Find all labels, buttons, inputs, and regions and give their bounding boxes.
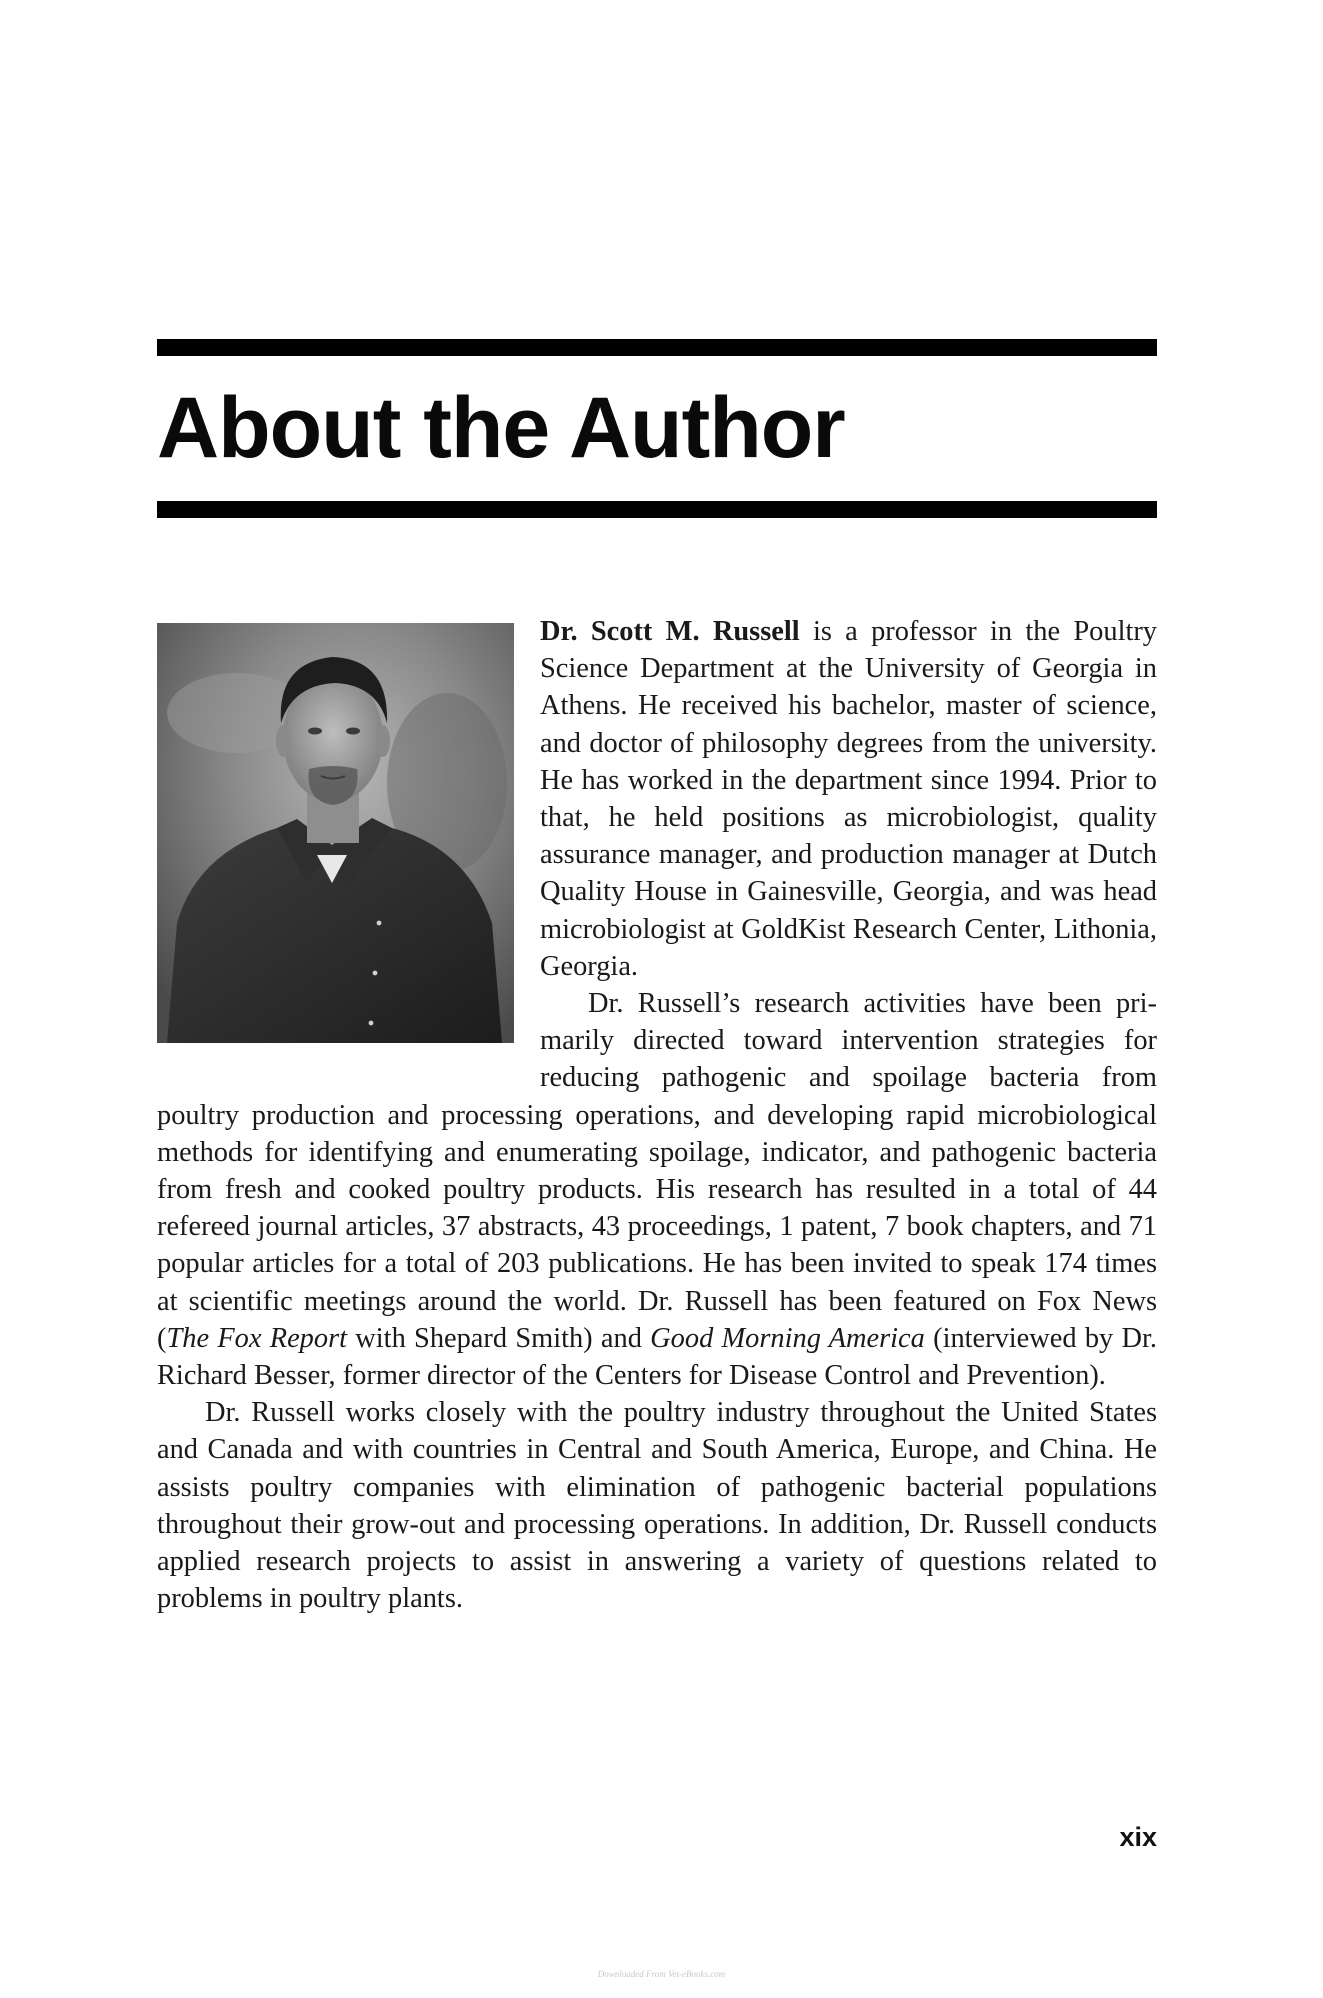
bio-paragraph-3: Dr. Russell works closely with the poultry industry throughout the United States and Canada and with countries in Central and South America, Europe, and China. He assists poultry companies with elimination of pathogenic bacterial populations throughout their grow-out and processing operations. In addition, Dr. Russell conducts applied research projects to assist in answering a variety of questions related to problems in poultry plants. (157, 1397, 1157, 1615)
title-rule-bottom (157, 501, 1157, 518)
bio-paragraph-2-text-a: Dr. Russell’s research activities have been primarily directed toward intervention strategies for reducing pathogenic and spoilage bacteria from poultry production and processing operations, and developing rapid microbiological methods for identifying and enumerating spoilage, indicator, and pathogenic bacteria from fresh and cooked poultry products. His research has resulted in a total of 44 refereed journal articles, 37 abstracts, 43 proceedings, 1 patent, 7 book chapters, and 71 popular articles for a total of 203 publications. He has been invited to speak 174 times at scientific meetings around the world. Dr. Russell has been featured on Fox News ( (157, 988, 1157, 1354)
photo-float-spacer (157, 613, 540, 1073)
author-biography (157, 613, 1157, 1617)
bio-paragraph-2-text-b: with Shepard Smith) and (347, 1322, 651, 1354)
title-rule-top (157, 339, 1157, 356)
page-title: About the Author (157, 380, 845, 476)
page-number: xix (1119, 1822, 1157, 1852)
show-title-good-morning-america: Good Morning America (650, 1322, 925, 1354)
show-title-fox-report: The Fox Report (166, 1322, 348, 1354)
download-watermark: Downloaded From Vet-eBooks.com (597, 1969, 726, 1979)
bio-paragraph-2-text-c: (interviewed by Dr. Richard Besser, former director of the Centers for Disease Control and Prevention). (157, 1322, 1157, 1392)
author-name: Dr. Scott M. Russell (540, 616, 800, 647)
bio-paragraph-1-text: is a professor in the Poultry Science Department at the University of Georgia in Athens. He received his bachelor, master of science, and doctor of philosophy degrees from the university. He has worked in the department since 1994. Prior to that, he held positions as microbiologist, quality assurance manager, and production manager at Dutch Quality House in Gainesville, Georgia, and was head microbiologist at GoldKist Research Center, Lithonia, Georgia. (540, 616, 1157, 982)
